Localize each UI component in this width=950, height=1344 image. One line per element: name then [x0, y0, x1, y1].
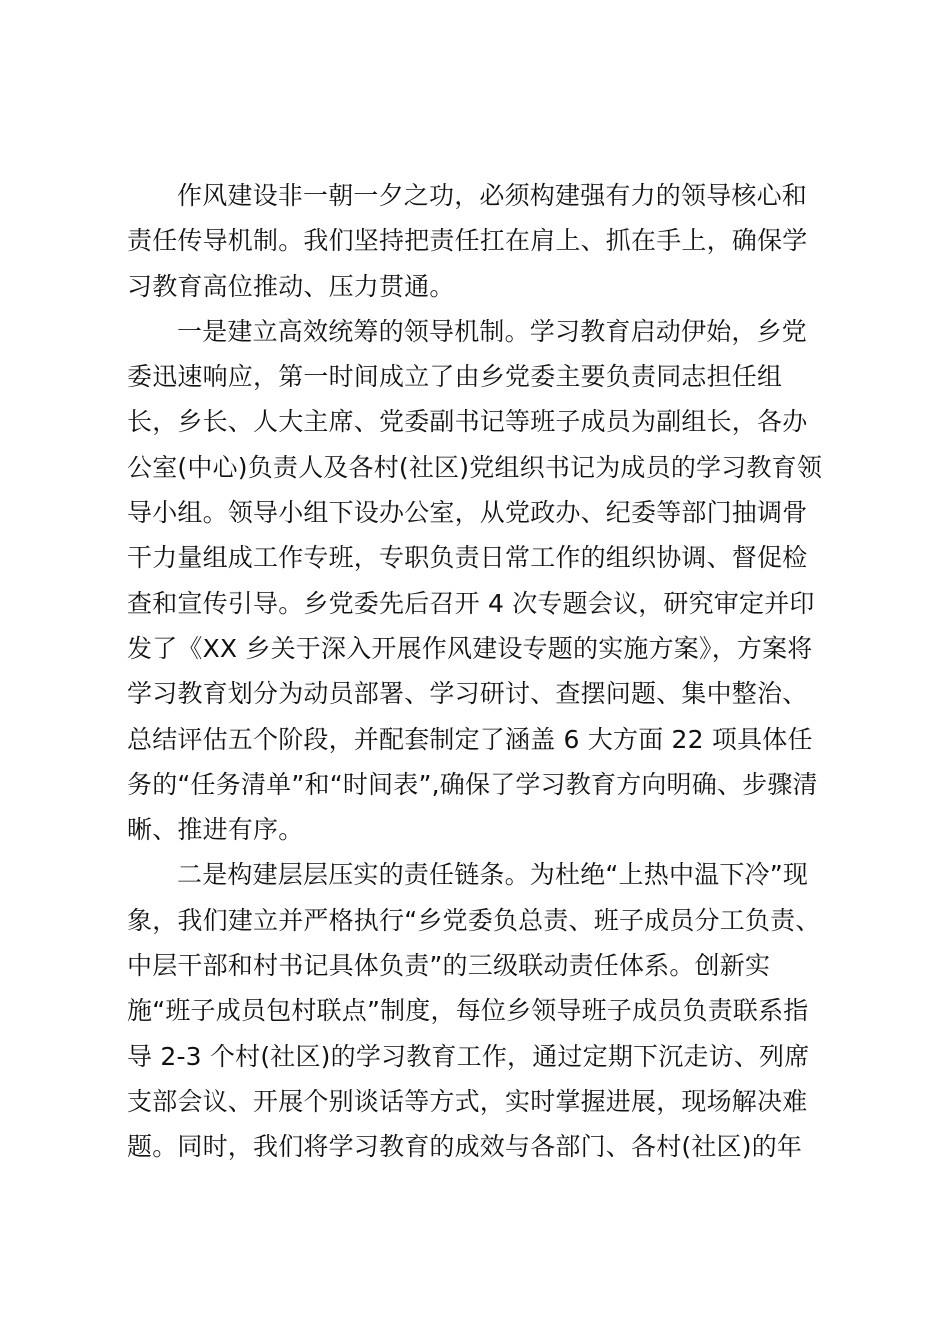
paragraph-line: 委迅速响应，第一时间成立了由乡党委主要负责同志担任组	[127, 362, 783, 392]
paragraph-line: 中层干部和村书记具体负责”的三级联动责任体系。创新实	[127, 951, 771, 981]
paragraph-line: 学习教育划分为动员部署、学习研讨、查摆问题、集中整治、	[127, 679, 808, 709]
paragraph-line: 导小组。领导小组下设办公室，从党政办、纪委等部门抽调骨	[127, 498, 808, 528]
paragraph-line: 作风建设非一朝一夕之功，必须构建强有力的领导核心和	[177, 181, 808, 210]
paragraph-line: 施“班子成员包村联点”制度，每位乡领导班子成员负责联系指	[127, 996, 809, 1026]
paragraph-line: 干力量组成工作专班，专职负责日常工作的组织协调、督促检	[127, 543, 808, 573]
paragraph-line: 查和宣传引导。乡党委先后召开 4 次专题会议，研究审定并印	[127, 588, 815, 618]
paragraph-line: 务的“任务清单”和“时间表”,确保了学习教育方向明确、步骤清	[127, 769, 818, 799]
paragraph-line: 象，我们建立并严格执行“乡党委负总责、班子成员分工负责、	[127, 905, 821, 935]
paragraph-line: 晰、推进有序。	[127, 815, 304, 845]
paragraph-line: 一是建立高效统筹的领导机制。学习教育启动伊始，乡党	[177, 316, 808, 346]
paragraph-line: 责任传导机制。我们坚持把责任扛在肩上、抓在手上，确保学	[127, 226, 808, 256]
paragraph-line: 习教育高位推动、压力贯通。	[127, 271, 455, 301]
paragraph-line: 二是构建层层压实的责任链条。为杜绝“上热中温下冷”现	[177, 860, 809, 890]
paragraph-line: 导 2-3 个村(社区)的学习教育工作，通过定期下沉走访、列席	[127, 1041, 810, 1071]
paragraph-line: 发了《XX 乡关于深入开展作风建设专题的实施方案》，方案将	[127, 633, 813, 663]
body-text	[127, 173, 839, 1170]
paragraph-line: 公室(中心)负责人及各村(社区)党组织书记为成员的学习教育领	[127, 452, 823, 482]
paragraph-line: 支部会议、开展个别谈话等方式，实时掌握进展，现场解决难	[127, 1086, 808, 1116]
paragraph-line: 题。同时，我们将学习教育的成效与各部门、各村(社区)的年	[127, 1132, 803, 1162]
paragraph-line: 总结评估五个阶段，并配套制定了涵盖 6 大方面 22 项具体任	[127, 724, 813, 754]
paragraph-line: 长，乡长、人大主席、党委副书记等班子成员为副组长，各办	[127, 407, 808, 437]
